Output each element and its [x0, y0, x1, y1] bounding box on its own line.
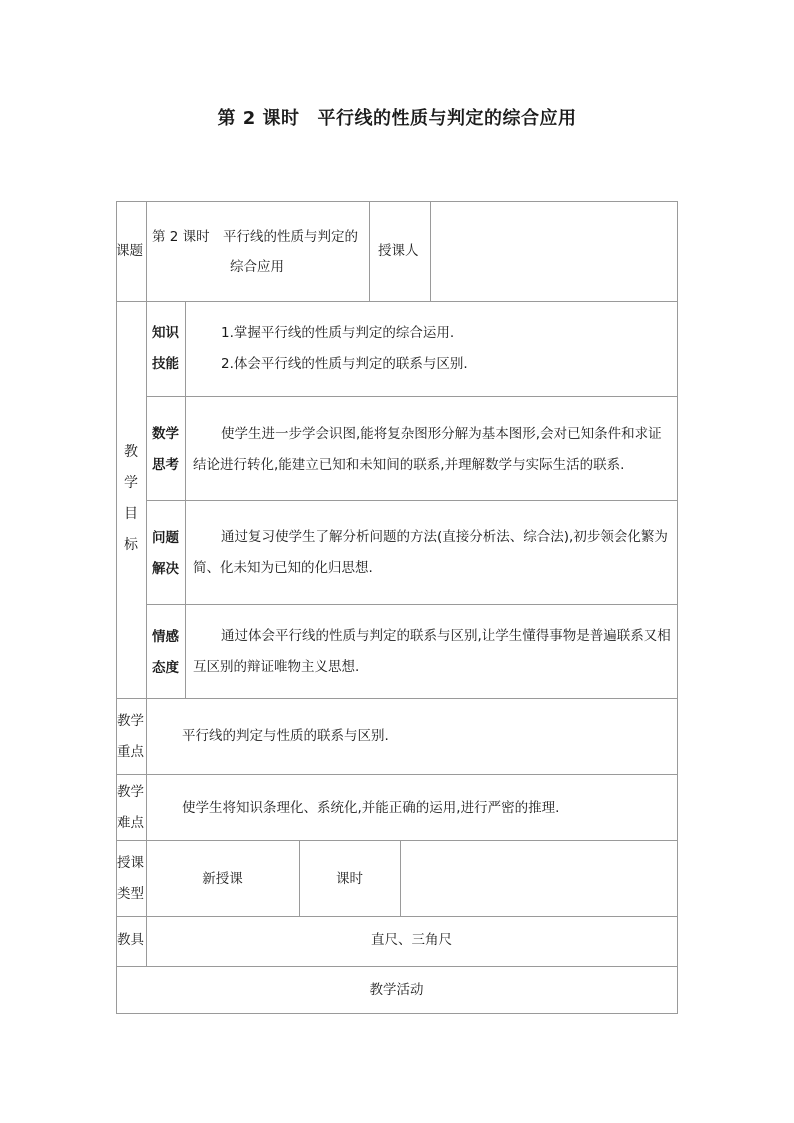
row-divider	[116, 916, 678, 917]
label-problem-1: 问题	[152, 530, 179, 546]
label-column-divider	[146, 201, 147, 966]
label-knowledge-1: 知识	[152, 325, 179, 341]
knowledge-item-2: 2.体会平行线的性质与判定的联系与区别.	[221, 356, 468, 372]
label-tools: 教具	[117, 932, 144, 948]
attitude-text-content: 通过体会平行线的性质与判定的联系与区别,让学生懂得事物是普遍联系又相互区别的辩证唯物主义思想.	[193, 628, 671, 675]
label-teacher: 授课人	[378, 243, 419, 259]
objectives-char: 目	[124, 506, 138, 522]
lesson-type-value: 新授课	[202, 871, 243, 887]
table-border-right	[677, 201, 678, 1014]
thinking-text	[193, 419, 671, 481]
label-thinking-2: 思考	[152, 457, 179, 473]
label-thinking-1: 数学	[152, 426, 179, 442]
row-divider	[116, 966, 678, 967]
label-difficulties-1: 教学	[117, 784, 144, 800]
row-divider	[146, 500, 678, 501]
problem-text-content: 通过复习使学生了解分析问题的方法(直接分析法、综合法),初步领会化繁为简、化未知为已知的化归思想.	[193, 529, 668, 576]
label-lesson-type-1: 授课	[117, 855, 144, 871]
col-divider	[400, 840, 401, 916]
difficulties-text: 使学生将知识条理化、系统化,并能正确的运用,进行严密的推理.	[182, 800, 560, 816]
label-objectives	[121, 437, 141, 561]
label-hours: 课时	[336, 871, 363, 887]
row-divider	[146, 604, 678, 605]
col-divider	[369, 201, 370, 301]
row-divider	[116, 774, 678, 775]
label-problem-2: 解决	[152, 561, 179, 577]
label-activities: 教学活动	[369, 982, 424, 998]
label-difficulties-2: 难点	[117, 815, 144, 831]
row-divider	[116, 840, 678, 841]
row-divider	[116, 301, 678, 302]
label-key-points-1: 教学	[117, 713, 144, 729]
label-topic: 课题	[116, 243, 143, 259]
label-attitude-2: 态度	[152, 660, 179, 676]
label-attitude-1: 情感	[152, 629, 179, 645]
label-knowledge-2: 技能	[152, 356, 179, 372]
problem-text	[193, 522, 671, 584]
row-divider	[116, 698, 678, 699]
table-border-bottom	[116, 1013, 678, 1014]
table-border-top	[116, 201, 678, 202]
topic-name-line1: 平行线的性质与判定的	[223, 229, 358, 245]
row-divider	[146, 396, 678, 397]
col-divider	[430, 201, 431, 301]
title-lesson: 第 2 课时	[217, 108, 300, 129]
objectives-char: 学	[124, 475, 138, 491]
knowledge-item-1: 1.掌握平行线的性质与判定的综合运用.	[221, 325, 455, 341]
label-key-points-2: 重点	[117, 744, 144, 760]
label-lesson-type-2: 类型	[117, 886, 144, 902]
objectives-char: 教	[124, 444, 138, 460]
key-points-text: 平行线的判定与性质的联系与区别.	[182, 728, 389, 744]
tools-value: 直尺、三角尺	[371, 932, 452, 948]
attitude-text	[193, 621, 671, 683]
topic-name-line2: 综合应用	[230, 259, 284, 275]
objectives-char: 标	[124, 537, 138, 553]
topic-lesson: 第 2 课时	[152, 229, 210, 245]
title-name: 平行线的性质与判定的综合应用	[317, 108, 577, 129]
sub-label-divider	[185, 301, 186, 698]
thinking-text-content: 使学生进一步学会识图,能将复杂图形分解为基本图形,会对已知条件和求证结论进行转化,能建立已知和未知间的联系,并理解数学与实际生活的联系.	[193, 426, 662, 473]
